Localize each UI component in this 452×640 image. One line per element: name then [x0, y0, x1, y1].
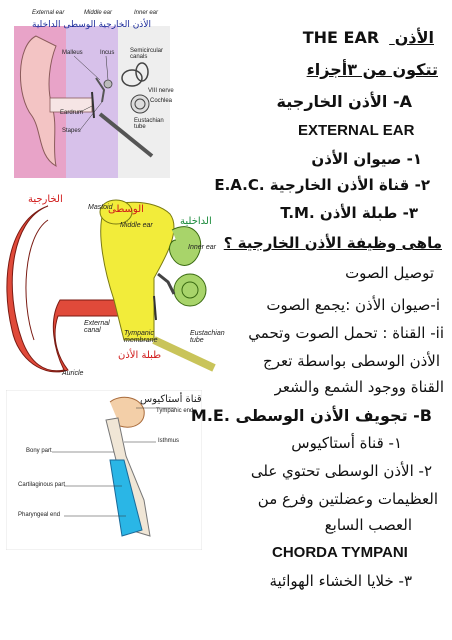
external-item-3: ٣- طبلة الأذن .T.M: [280, 204, 418, 222]
handwritten-zone-labels: الأذن الخارجية الوسطى الداخلية: [32, 20, 151, 30]
hand-label-middle: الوسطى: [108, 204, 144, 215]
function-ii-line1: ii- القناة : تحمل الصوت وتحمي: [248, 324, 444, 342]
ear-colored-figure: [4, 190, 226, 386]
function-ii-line2: الأذن الوسطى بواسطة تعرج: [263, 352, 440, 370]
middle-item-1: ١- قناة أستاكيوس: [291, 434, 402, 452]
part-a-english: EXTERNAL EAR: [298, 122, 415, 139]
function-answer: توصيل الصوت: [345, 264, 434, 282]
label-eustachian: Eustachian tube: [134, 118, 164, 130]
title-arabic: الأذن: [394, 28, 434, 47]
label-tympanic-end: Tympanic end: [156, 408, 194, 414]
label-eardrum: Eardrum: [60, 110, 84, 116]
label-viii-nerve: VIII nerve: [148, 88, 174, 94]
middle-item-2-line3: العصب السابع: [324, 516, 412, 534]
hand-label-tympanic: طبلة الأذن: [118, 350, 162, 361]
label-semicircular: Semicircular canals: [130, 48, 164, 60]
title-english: THE EAR: [302, 28, 380, 47]
label-auricle: Auricle: [62, 370, 84, 377]
label-incus: Incus: [100, 50, 115, 56]
label-bony-part: Bony part: [26, 448, 52, 454]
external-item-1: ١- صيوان الأذن: [311, 150, 422, 168]
label-middle-ear: Middle ear: [120, 222, 153, 229]
label-stapes: Stapes: [62, 128, 81, 134]
label-pharyngeal-end: Pharyngeal end: [18, 512, 61, 518]
label-external-canal: External canal: [84, 320, 110, 334]
middle-item-3: ٣- خلايا الخشاء الهوائية: [269, 572, 412, 590]
hand-title-eustachian: قناة أستاكيوس: [140, 394, 202, 405]
part-b-heading: B- تجويف الأذن الوسطى .M.E: [190, 406, 432, 425]
external-item-2: ٢- قناة الأذن الخارجية .E.A.C: [214, 176, 430, 194]
label-malleus: Malleus: [62, 50, 83, 56]
zone-label-middle: Middle ear: [84, 10, 113, 16]
eustachian-tube-diagram: [6, 390, 202, 550]
eustachian-tube-figure: [6, 390, 202, 550]
label-tympanic-membrane: Tympanic membrane: [124, 330, 158, 344]
label-inner-ear: Inner ear: [188, 244, 217, 251]
consists-heading: تتكون من ٣أجزاء: [306, 60, 438, 79]
function-ii-line3: القناة ووجود الشمع والشعر: [274, 378, 444, 396]
label-mastoid: Mastoid: [88, 204, 113, 211]
label-eustachian-tube: Eustachian tube: [190, 330, 225, 344]
function-i: i-صيوان الأذن :يجمع الصوت: [266, 296, 440, 314]
label-cochlea: Cochlea: [150, 98, 173, 104]
zone-label-external: External ear: [32, 10, 65, 16]
hand-label-inner: الداخلية: [180, 216, 212, 227]
middle-item-2-line2: العظيمات وعضلتين وفرع من: [257, 490, 438, 508]
zone-label-inner: Inner ear: [134, 10, 159, 16]
part-a-heading: A- الأذن الخارجية: [276, 92, 412, 111]
page-title: [303, 28, 434, 47]
chorda-tympani: CHORDA TYMPANI: [272, 544, 408, 561]
hand-label-external: الخارجية: [28, 194, 63, 205]
function-question: ماهى وظيفة الأذن الخارجية ؟: [223, 234, 442, 252]
label-cartilage-part: Cartilaginous part: [18, 482, 66, 488]
label-isthmus: Isthmus: [158, 438, 180, 444]
middle-item-2-line1: ٢- الأذن الوسطى تحتوي على: [250, 462, 432, 480]
ear-anatomy-figure-top: [12, 6, 172, 180]
